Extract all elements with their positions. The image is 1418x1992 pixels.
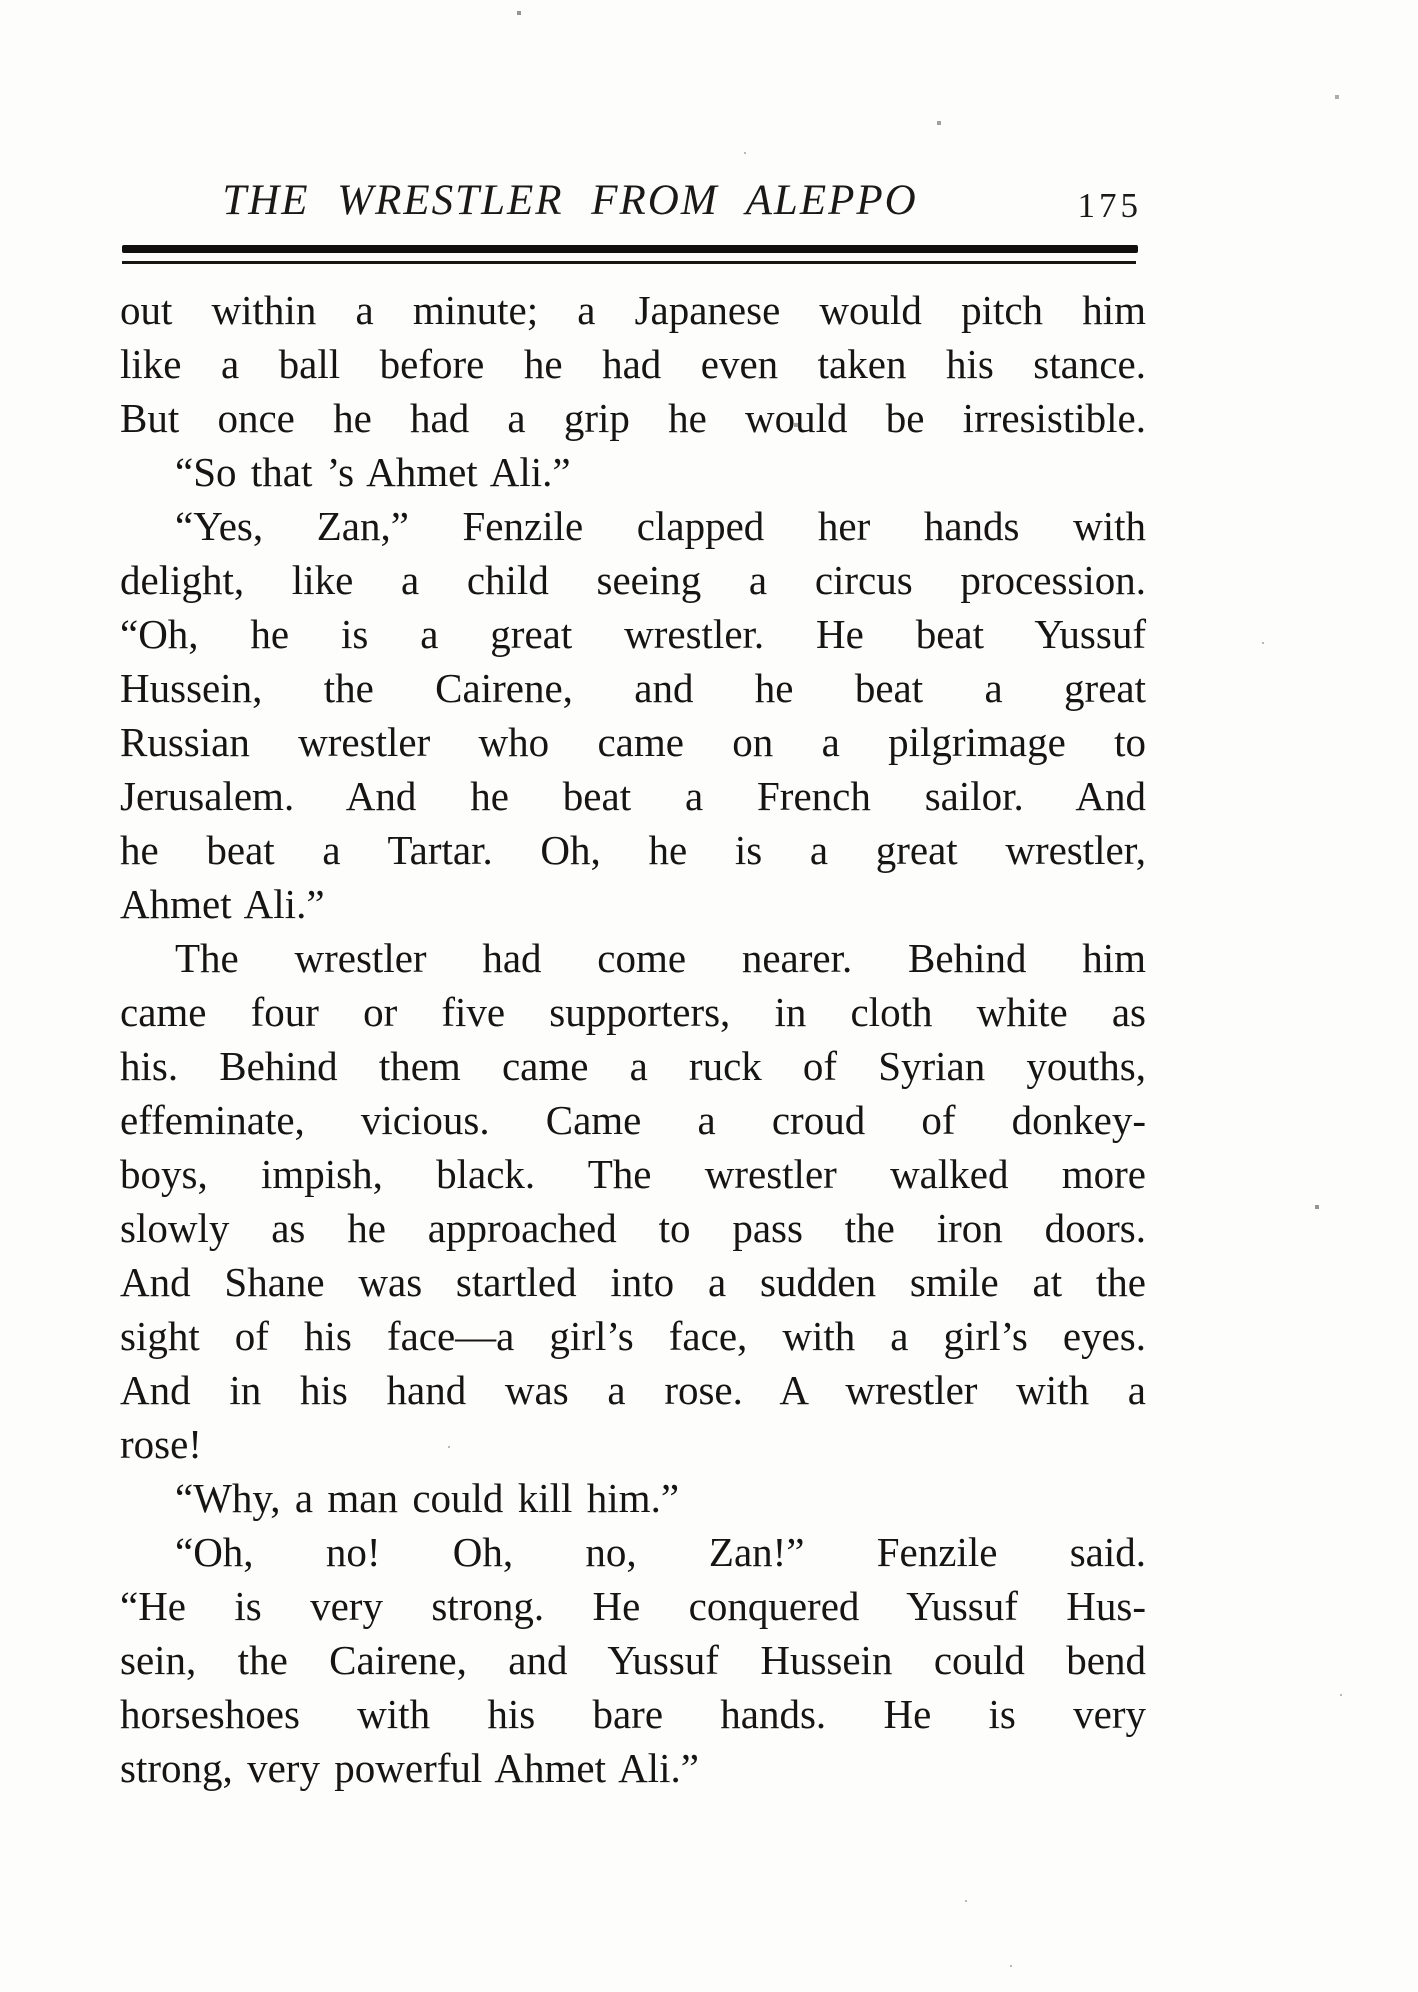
text-line: his. Behind them came a ruck of Syrian youths,: [120, 1043, 1146, 1089]
page-text: [120, 283, 1146, 1795]
page-number: 175: [1077, 186, 1142, 225]
text-line: delight, like a child seeing a circus procession.: [120, 557, 1146, 603]
text-line: “Yes, Zan,” Fenzile clapped her hands with: [175, 503, 1146, 549]
text-line: horseshoes with his bare hands. He is very: [120, 1691, 1146, 1737]
text-line: “Why, a man could kill him.”: [175, 1475, 680, 1521]
text-line: he beat a Tartar. Oh, he is a great wrestler,: [120, 827, 1146, 873]
text-line: “Oh, he is a great wrestler. He beat Yussuf: [120, 611, 1146, 657]
text-line: sight of his face—a girl’s face, with a girl’s eyes.: [120, 1313, 1146, 1359]
text-line: Jerusalem. And he beat a French sailor. And: [120, 773, 1146, 819]
scan-speckles: [0, 0, 2, 2]
text-line: The wrestler had come nearer. Behind him: [175, 935, 1146, 981]
text-line: “He is very strong. He conquered Yussuf Hus-: [120, 1583, 1146, 1629]
text-line: “Oh, no! Oh, no, Zan!” Fenzile said.: [175, 1529, 1146, 1575]
text-line: But once he had a grip he would be irresistible.: [120, 395, 1146, 441]
text-line: came four or five supporters, in cloth white as: [120, 989, 1146, 1035]
text-line: “So that ’s Ahmet Ali.”: [175, 449, 571, 495]
text-line: boys, impish, black. The wrestler walked more: [120, 1151, 1146, 1197]
running-head-title: THE WRESTLER FROM ALEPPO: [222, 177, 918, 224]
text-line: slowly as he approached to pass the iron doors.: [120, 1205, 1146, 1251]
header-rule-thick: [122, 245, 1138, 253]
text-line: sein, the Cairene, and Yussuf Hussein could bend: [120, 1637, 1146, 1683]
text-line: Hussein, the Cairene, and he beat a great: [120, 665, 1146, 711]
text-line: out within a minute; a Japanese would pitch him: [120, 287, 1146, 333]
header-rule-thin: [122, 261, 1136, 264]
text-line: rose!: [120, 1421, 202, 1467]
text-line: effeminate, vicious. Came a croud of donkey-: [120, 1097, 1146, 1143]
text-line: Russian wrestler who came on a pilgrimage to: [120, 719, 1146, 765]
text-line: And in his hand was a rose. A wrestler with a: [120, 1367, 1146, 1413]
text-line: And Shane was startled into a sudden smile at the: [120, 1259, 1146, 1305]
text-line: strong, very powerful Ahmet Ali.”: [120, 1745, 699, 1791]
text-line: like a ball before he had even taken his stance.: [120, 341, 1146, 387]
text-line: Ahmet Ali.”: [120, 881, 325, 927]
